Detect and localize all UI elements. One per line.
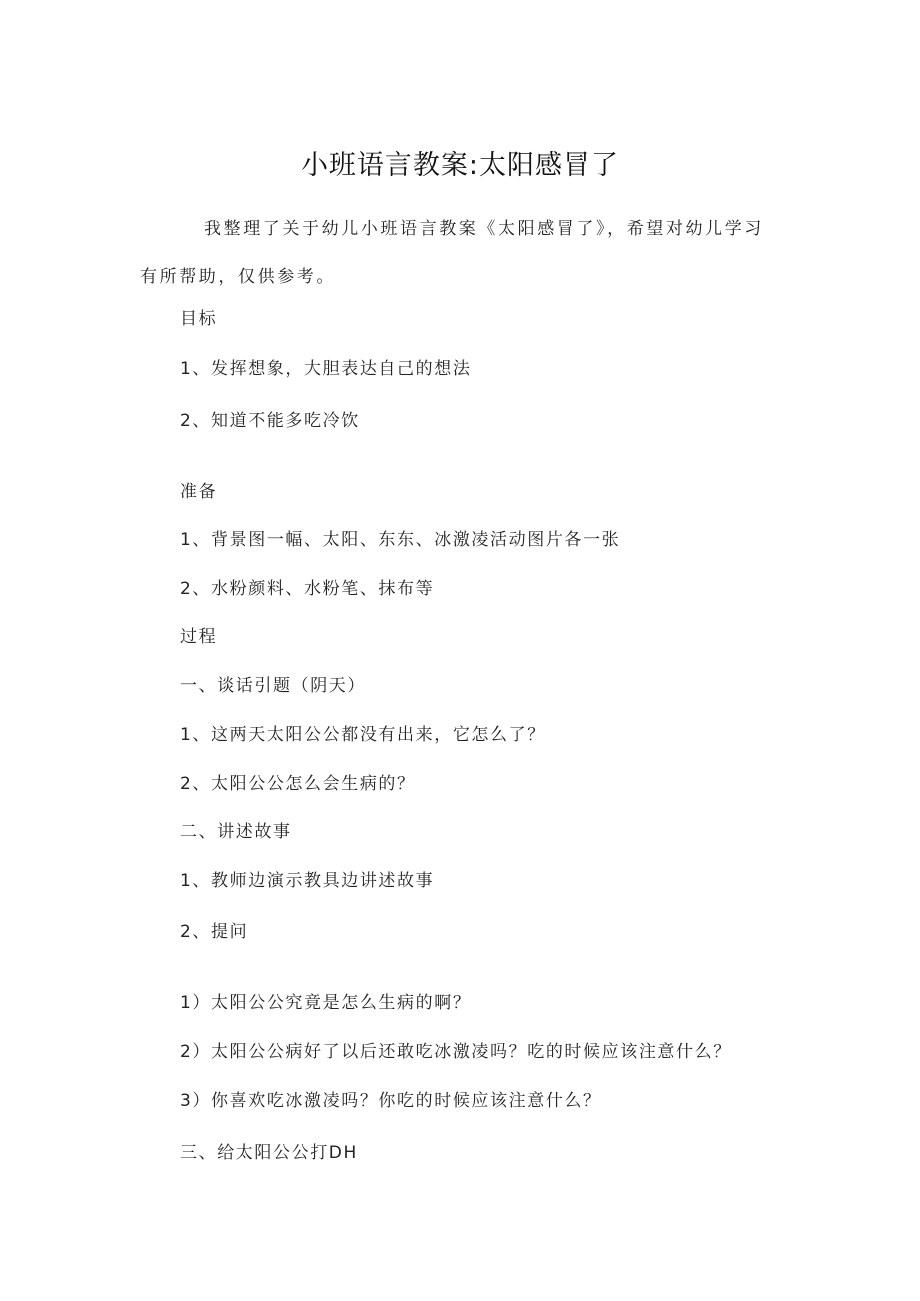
question-item: 1）太阳公公究竟是怎么生病的啊？ bbox=[180, 993, 472, 1013]
question-item: 3）你喜欢吃冰激凌吗？你吃的时候应该注意什么？ bbox=[180, 1091, 602, 1111]
process-section: 一、谈话引题（阴天） bbox=[180, 676, 366, 696]
process-item: 1、教师边演示教具边讲述故事 bbox=[180, 871, 435, 891]
heading-preparation: 准备 bbox=[180, 482, 218, 502]
preparation-item: 2、水粉颜料、水粉笔、抹布等 bbox=[180, 579, 435, 599]
heading-goals: 目标 bbox=[180, 309, 218, 329]
process-item: 2、提问 bbox=[180, 922, 249, 942]
preparation-item: 1、背景图一幅、太阳、东东、冰激凌活动图片各一张 bbox=[180, 530, 621, 550]
goal-item: 2、知道不能多吃冷饮 bbox=[180, 411, 360, 431]
goal-item: 1、发挥想象，大胆表达自己的想法 bbox=[180, 359, 472, 379]
process-item: 2、太阳公公怎么会生病的？ bbox=[180, 774, 416, 794]
intro-paragraph: 我整理了关于幼儿小班语言教案《太阳感冒了》，希望对幼儿学习有所帮助，仅供参考。 bbox=[140, 219, 764, 287]
process-item: 1、这两天太阳公公都没有出来，它怎么了？ bbox=[180, 725, 546, 745]
document-title: 小班语言教案:太阳感冒了 bbox=[300, 150, 620, 181]
question-item: 2）太阳公公病好了以后还敢吃冰激凌吗？吃的时候应该注意什么？ bbox=[180, 1042, 732, 1062]
process-section: 二、讲述故事 bbox=[180, 822, 292, 842]
process-section: 三、给太阳公公打DH bbox=[180, 1143, 358, 1163]
heading-process: 过程 bbox=[180, 627, 218, 647]
